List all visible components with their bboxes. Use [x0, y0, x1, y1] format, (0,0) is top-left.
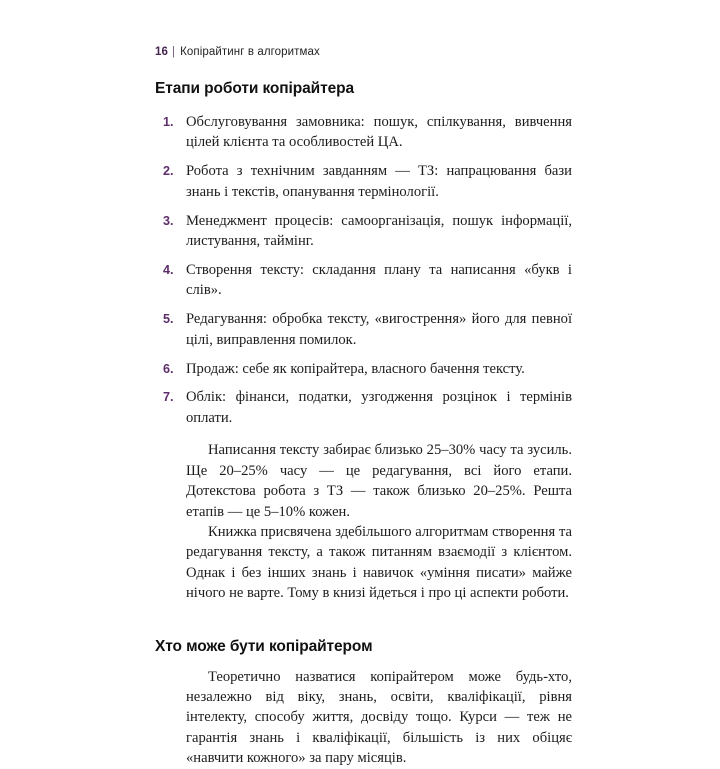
stages-body-text — [155, 440, 572, 603]
paragraph: Теоретично назватися копірайтером може будь-хто, незалежно від віку, знань, освіти, кваліфікації, рівня інтелекту, способу життя, досвіду тощо. Курси — теж не гарантія знань і кваліфікації, більшість із них обіцяє «навчити кожного» за пару місяців. — [186, 668, 572, 767]
paragraph: Книжка присвячена здебільшого алгоритмам створення та редагування тексту, а також питанням взаємодії з клієнтом. Однак і без інших знань і навичок «уміння писати» майже нічого не варте. Тому в книзі йдеться і про ці аспекти роботи. — [186, 523, 572, 602]
list-item: Редагування: обробка тексту, «вигострення» його для певної цілі, виправлення помилок. — [186, 311, 572, 348]
list-item: Створення тексту: складання плану та написання «букв і слів». — [186, 261, 572, 299]
running-head-book-title: Копірайтинг в алгоритмах — [180, 46, 320, 58]
text-column — [155, 70, 572, 769]
running-head — [155, 45, 320, 59]
list-item: Облік: фінанси, податки, узгодження розцінок і термінів оплати. — [186, 389, 572, 426]
list-item: Обслуговування замовника: пошук, спілкування, вивчення цілей клієнта та особливостей ЦА. — [186, 114, 572, 151]
list-item: Продаж: себе як копірайтера, власного бачення тексту. — [186, 360, 525, 377]
paragraph: Написання тексту забирає близько 25–30% часу та зусиль. Ще 20–25% часу — це редагування, всі його етапи. Дотекстова робота з ТЗ — також близько 20–25%. Решта етапів — це 5–10% кожен. — [186, 442, 572, 520]
page-number: 16 — [155, 46, 168, 58]
stages-ordered-list — [155, 112, 572, 428]
list-item: Менеджмент процесів: самоорганізація, пошук інформації, листування, таймінг. — [186, 212, 572, 250]
list-item: Робота з технічним завданням — ТЗ: напрацювання бази знань і текстів, опанування термінології. — [186, 163, 572, 200]
section-heading-who-can-be: Хто може бути копірайтером — [155, 637, 373, 655]
running-head-separator: | — [172, 46, 176, 58]
who-can-be-body-text — [155, 667, 572, 769]
section-heading-stages: Етапи роботи копірайтера — [155, 80, 354, 97]
